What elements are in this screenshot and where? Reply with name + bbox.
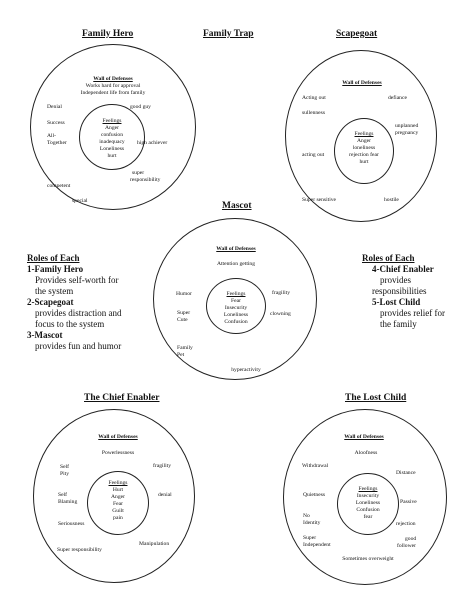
roles-right-block	[362, 253, 445, 330]
mascot-feeling-2: Insecurity	[224, 305, 248, 311]
roles-left-block	[27, 253, 121, 352]
family-hero-success: Success	[47, 120, 65, 126]
lost-child-wall-label: Wall of Defenses	[344, 434, 384, 440]
mascot-title: Mascot	[222, 201, 252, 211]
mascot-family: Family	[177, 345, 193, 351]
family-hero-feelings-title: Feelings	[102, 118, 122, 124]
scapegoat-defiance: defiance	[388, 95, 407, 101]
lost-child-feeling-1: Insecurity	[356, 493, 380, 499]
role-family-hero-line-1: Provides self-worth for	[35, 274, 119, 285]
family-hero-all: All-	[47, 133, 57, 139]
family-hero-feeling-1: Anger	[105, 125, 119, 131]
lost-child-quietness: Quietness	[303, 492, 326, 498]
role-scapegoat-line-2: focus to the system	[35, 318, 105, 329]
chief-enabler-manipulation: Manipulation	[139, 541, 170, 547]
role-chief-enabler-line-2: responsibilities	[372, 285, 427, 296]
role-lost-child-line-2: the family	[380, 318, 417, 329]
family-hero-special: special	[72, 198, 88, 204]
scapegoat-acting-out-1: Acting out	[302, 95, 326, 101]
lost-child-independent: Independent	[303, 542, 331, 548]
chief-enabler-feeling-1: Hurt	[112, 487, 124, 493]
family-hero-wall-desc-1: Works hard for approval	[85, 83, 141, 89]
role-family-hero-line-2: the system	[35, 285, 74, 296]
scapegoat-feeling-3: rejection fear	[349, 152, 379, 158]
scapegoat-title: Scapegoat	[336, 29, 378, 39]
mascot-feeling-4: Confusion	[224, 319, 248, 325]
role-chief-enabler-title: 4-Chief Enabler	[372, 263, 434, 274]
lost-child-sometimes-overweight: Sometimes overweight	[342, 556, 394, 562]
chief-enabler-feeling-2: Anger	[111, 494, 125, 500]
lost-child-feeling-4: fear	[363, 514, 373, 520]
scapegoat-wall-label: Wall of Defenses	[342, 80, 382, 86]
scapegoat-super-sensitive: Super sensitive	[302, 197, 337, 203]
mascot-pet: Pet	[177, 352, 185, 358]
lost-child-no: No	[303, 513, 310, 519]
chief-enabler-feeling-4: Guilt	[112, 508, 124, 514]
family-trap-title: Family Trap	[203, 29, 254, 39]
role-lost-child-title: 5-Lost Child	[372, 296, 421, 307]
chief-enabler-title: The Chief Enabler	[84, 393, 160, 403]
family-hero-super: super	[132, 170, 145, 176]
lost-child-aloofness: Aloofness	[354, 450, 378, 456]
chief-enabler-super-responsibility: Super responsibility	[57, 547, 102, 553]
mascot-humor: Humor	[176, 291, 192, 297]
role-lost-child-line-1: provides relief for	[380, 307, 445, 318]
chief-enabler-self-2: Self	[58, 492, 68, 498]
family-hero-title: Family Hero	[82, 29, 134, 39]
roles-left-heading: Roles of Each	[27, 253, 80, 263]
family-hero-feeling-4: Loneliness	[99, 146, 125, 152]
scapegoat-feeling-1: Anger	[357, 138, 371, 144]
family-hero-responsibility: responsibility	[130, 177, 161, 183]
scapegoat-hostile: hostile	[384, 197, 399, 203]
role-scapegoat-title: 2-Scapegoat	[27, 296, 74, 307]
mascot-feeling-1: Fear	[231, 298, 241, 304]
scapegoat-feeling-2: loneliness	[352, 145, 376, 151]
family-hero-feeling-2: confusion	[100, 132, 124, 138]
family-hero-feeling-3: inadequacy	[99, 139, 125, 145]
scapegoat-pregnancy: pregnancy	[395, 130, 419, 136]
lost-child-feeling-2: Loneliness	[355, 500, 381, 506]
chief-enabler-blaming: Blaming	[58, 499, 78, 505]
mascot-wall-label: Wall of Defenses	[216, 246, 256, 252]
role-chief-enabler-line-1: provides	[380, 274, 411, 285]
lost-child-passive: Passive	[400, 499, 417, 505]
roles-right-heading: Roles of Each	[362, 253, 415, 263]
scapegoat-feeling-4: hurt	[359, 159, 369, 165]
role-mascot-line-1: provides fun and humor	[35, 340, 122, 351]
mascot-feeling-3: Loneliness	[223, 312, 249, 318]
chief-enabler-feeling-3: Fear	[113, 501, 123, 507]
family-hero-together: Together	[47, 140, 67, 146]
scapegoat-acting-out-2: acting out	[302, 152, 325, 158]
mascot-attention-getting: Attention getting	[216, 261, 256, 267]
scapegoat-feelings-title: Feelings	[354, 131, 374, 137]
role-mascot-title: 3-Mascot	[27, 329, 63, 340]
lost-child-feelings-title: Feelings	[358, 486, 378, 492]
chief-enabler-fragility: fragility	[153, 463, 172, 469]
chief-enabler-wall-label: Wall of Defenses	[98, 434, 138, 440]
mascot-fragility: fragility	[272, 290, 291, 296]
family-hero-competent: competent	[47, 183, 71, 189]
lost-child-feeling-3: Confusion	[356, 507, 380, 513]
family-hero-high-achiever: high achiever	[137, 140, 168, 146]
family-hero-denial: Denial	[47, 104, 62, 110]
family-hero-good-guy: good guy	[130, 104, 151, 110]
lost-child-good: good	[405, 536, 417, 542]
lost-child-super: Super	[303, 535, 317, 541]
chief-enabler-pity: Pity	[60, 471, 70, 477]
chief-enabler-feelings-title: Feelings	[108, 480, 128, 486]
role-family-hero-title: 1-Family Hero	[27, 263, 84, 274]
mascot-feelings-title: Feelings	[226, 291, 246, 297]
mascot-super: Super	[177, 310, 191, 316]
scapegoat-unplanned: unplanned	[395, 123, 419, 129]
chief-enabler-powerlessness: Powerlessness	[101, 450, 135, 456]
lost-child-withdrawal: Withdrawal	[302, 463, 329, 469]
family-hero-wall-label: Wall of Defenses	[93, 76, 133, 82]
chief-enabler-denial: denial	[158, 492, 172, 498]
mascot-cute: Cute	[177, 317, 188, 323]
scapegoat-sullenness: sullenness	[302, 110, 325, 116]
lost-child-distance: Distance	[396, 470, 416, 476]
chief-enabler-seriousness: Seriousness	[58, 521, 85, 527]
family-hero-feeling-5: hurt	[107, 153, 117, 159]
chief-enabler-self-1: Self	[60, 464, 70, 470]
role-scapegoat-line-1: provides distraction and	[35, 307, 122, 318]
chief-enabler-feeling-5: pain	[113, 515, 123, 521]
lost-child-identity: Identity	[303, 520, 321, 526]
lost-child-rejection: rejection	[396, 521, 416, 527]
family-hero-wall-desc-2: Independent life from family	[80, 90, 146, 96]
lost-child-title: The Lost Child	[345, 393, 407, 403]
mascot-hyperactivity: hyperactivity	[231, 367, 261, 373]
lost-child-follower: follower	[397, 543, 416, 549]
mascot-clowning: clowning	[270, 311, 291, 317]
